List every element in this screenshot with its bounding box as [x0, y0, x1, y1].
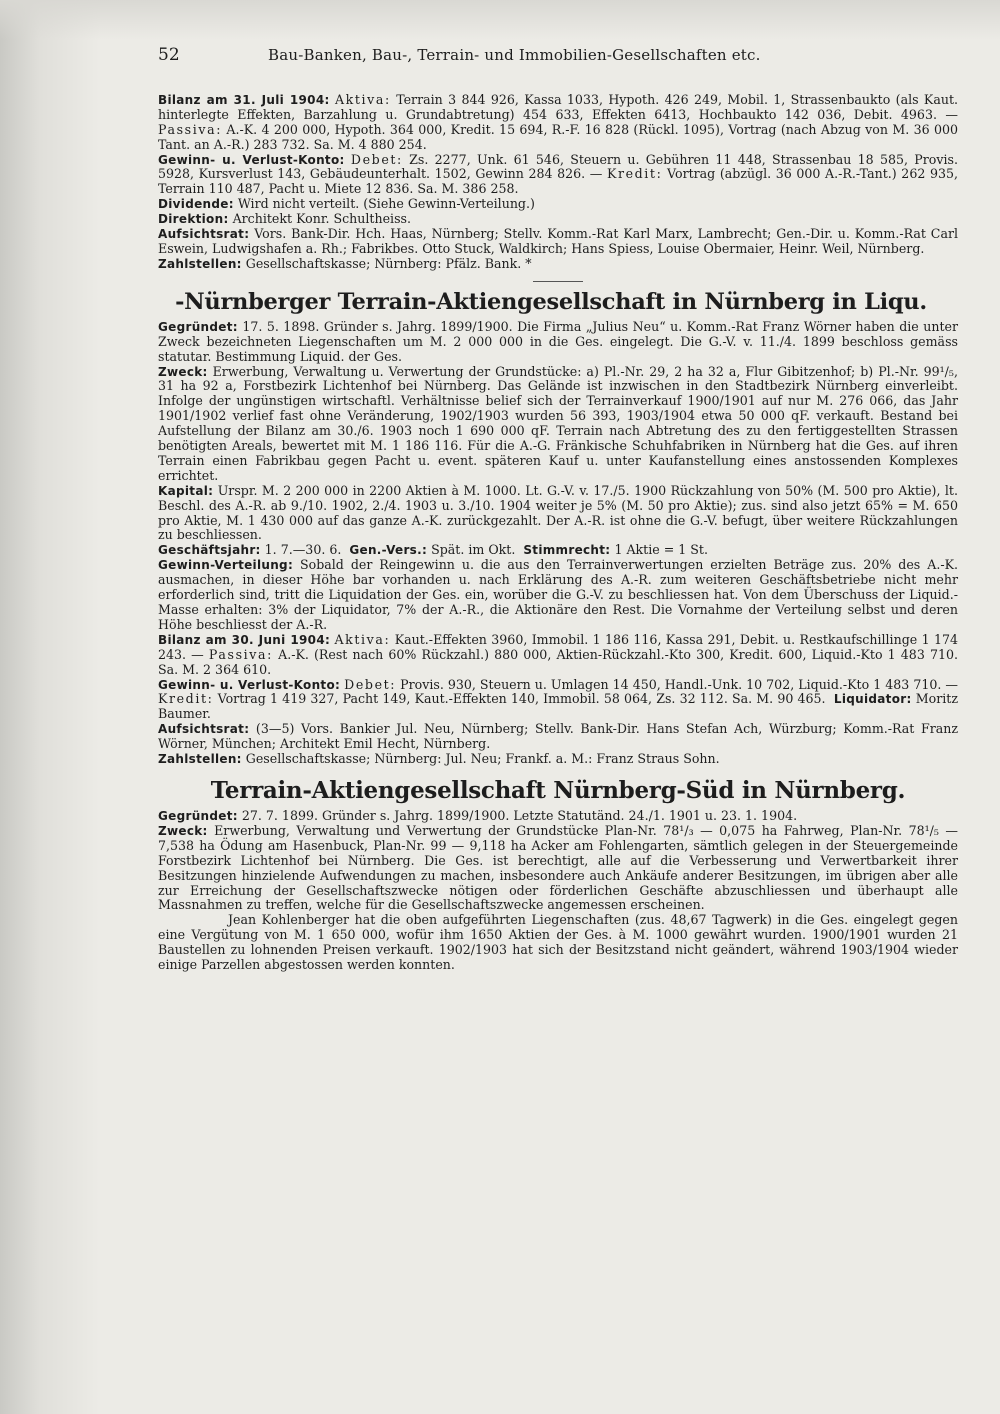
bilanz-paragraph — [158, 633, 958, 678]
previous-company-section — [158, 93, 958, 282]
genvers-text: Spät. im Okt. — [431, 542, 516, 558]
guv-label: Gewinn- u. Verlust-Konto: — [158, 152, 345, 167]
passiva-label: Passiva: — [158, 121, 223, 137]
running-title: Bau-Banken, Bau-, Terrain- und Immobilien-Gesellschaften etc. — [268, 46, 761, 64]
guv-paragraph — [158, 678, 958, 723]
zweck-text: Erwerbung, Verwaltung u. Verwertung der Grundstücke: a) Pl.-Nr. 29, 2 ha 32 a, Flur Gibitzenhof; b) Pl.-Nr. 99¹/₅, 31 ha 92 a, Forstbezirk Lichtenhof bei Nürnberg. Das Gelände ist inzwischen in den Stadtbezirk Nürnberg einverleibt. Infolge der ungünstigen wirtschaftl. Verhältnisse belief sich der Terrainverkauf 1900/1901 auf nur M. 276 066, das Jahr 1901/1902 verlief fast ohne Veränderung, 1902/1903 wurden 56 393, 1903/1904 etwa 50 000 qF. verkauft. Bestand bei Aufstellung der Bilanz am 30./6. 1903 noch 1 690 000 qF. Terrain nach Abtretung des zu den fertiggestellten Strassen benötigten Areals, bewertet mit M. 1 186 116. Für die A.-G. Fränkische Schuhfabriken in Nürnberg hat die Ges. auf ihren Terrain einen Fabrikbau gegen Pacht u. event. späteren Kauf u. unter Kaufanstellung eines anstossenden Komplexes errichtet. — [158, 363, 958, 483]
passiva-text: A.-K. (Rest nach 60% Rückzahl.) 880 000, Aktien-Rückzahl.-Kto 300, Kredit. 600, Liquid.-Kto 1 483 710. Sa. M. 2 364 610. — [158, 646, 959, 677]
gegruendet-label: Gegründet: — [158, 808, 238, 823]
bilanz-label: Bilanz am 31. Juli 1904: — [158, 92, 330, 107]
debet-label: Debet: — [350, 151, 403, 167]
gewinnverteilung-label: Gewinn-Verteilung: — [158, 558, 294, 573]
aktiva-text: Terrain 3 844 926, Kassa 1033, Hypoth. 426 249, Mobil. 1, Strassenbaukto (als Kaut. hinterlegte Effekten, Barzahlung u. Grundabtretung) 454 633, Effekten 6413, Hochbaukto 142 036, Debit. 4963. — — [158, 91, 959, 122]
direktion-paragraph — [158, 212, 958, 227]
company-section-nuernberger-terrain — [158, 288, 958, 767]
genvers-label: Gen.-Vers.: — [349, 543, 428, 558]
zahlstellen-text: Gesellschaftskasse; Nürnberg: Jul. Neu; Frankf. a. M.: Franz Straus Sohn. — [245, 751, 720, 767]
aufsichtsrat-text: (3—5) Vors. Bankier Jul. Neu, Nürnberg; Stellv. Bank-Dir. Hans Stefan Ach, Würzburg; Komm.-Rat Franz Wörner, München; Architekt Emil Hecht, Nürnberg. — [158, 721, 958, 752]
company-title: Terrain-Aktiengesellschaft Nürnberg-Süd in Nürnberg. — [210, 776, 906, 804]
page-header — [158, 45, 958, 65]
debet-text: Provis. 930, Steuern u. Umlagen 14 450, Handl.-Unk. 10 702, Liquid.-Kto 1 483 710. — — [400, 676, 958, 692]
company-title: -Nürnberger Terrain-Aktiengesellschaft in Nürnberg in Liqu. — [175, 288, 927, 315]
direktion-text: Architekt Konr. Schultheiss. — [232, 211, 411, 227]
zweck-paragraph — [158, 365, 958, 484]
zweck-continuation-paragraph: Jean Kohlenberger hat die oben aufgeführten Liegenschaften (zus. 48,67 Tagwerk) in die Ges. eingelegt gegen eine Vergütung von M. 1 650 000, wofür ihm 1650 Aktien der Ges. à M. 1000 gewährt wurden. 1900/1901 wurden 21 Baustellen zu lohnenden Preisen verkauft. 1902/1903 hat sich der Besitzstand nicht geändert, während 1903/1904 wieder einige Parzellen abgestossen werden konnten. — [158, 912, 958, 973]
scan-shadow-left — [0, 0, 100, 1414]
gegruendet-text: 27. 7. 1899. Gründer s. Jahrg. 1899/1900. Letzte Statutänd. 24./1. 1901 u. 23. 1. 1904. — [241, 807, 798, 823]
kapital-paragraph — [158, 484, 958, 544]
zweck-paragraph — [158, 824, 958, 913]
zweck-label: Zweck: — [158, 364, 208, 379]
bilanz-label: Bilanz am 30. Juni 1904: — [158, 632, 331, 647]
gegruendet-text: 17. 5. 1898. Gründer s. Jahrg. 1899/1900. Die Firma „Julius Neu“ u. Komm.-Rat Franz Wörner haben die unter Zweck bezeichneten Liegenschaften um M. 2 000 000 in die Ges. eingelegt. Die G.-V. v. 11./4. 1899 beschloss gemäss statutar. Bestimmung Liquid. der Ges. — [158, 318, 958, 364]
geschaeftsjahr-paragraph — [158, 543, 958, 558]
direktion-label: Direktion: — [158, 212, 229, 227]
zweck-text: Erwerbung, Verwaltung und Verwertung der Grundstücke Plan-Nr. 78¹/₃ — 0,075 ha Fahrweg, Plan-Nr. 78¹/₅ — 7,538 ha Ödung am Hasenbuck, Plan-Nr. 99 — 9,118 ha Acker am Fohlengarten, sämtlich gelegen in der Steuergemeinde Forstbezirk Lichtenhof bei Nürnberg. Die Ges. ist berechtigt, alle auf die Verbesserung und Verwertbarkeit ihrer Besitzungen hinzielende Aufwendungen zu machen, insbesondere auch Ankäufe anderer Besitzungen, im übrigen aber alle zur Erreichung der Gesellschaftszwecke nötigen oder förderlichen Geschäfte abzuschliessen und überhaupt alle Massnahmen zu treffen, welche für die Gesellschaftszwecke angemessen erscheinen. — [158, 822, 959, 913]
page-number: 52 — [158, 45, 180, 65]
passiva-label: Passiva: — [208, 646, 273, 662]
gewinnverteilung-paragraph — [158, 558, 958, 633]
passiva-text: A.-K. 4 200 000, Hypoth. 364 000, Kredit. 15 694, R.-F. 16 828 (Rückl. 1095), Vortrag (nach Abzug von M. 36 000 Tant. an A.-R.) 283 732. Sa. M. 4 880 254. — [158, 121, 958, 152]
aufsichtsrat-label: Aufsichtsrat: — [158, 227, 250, 242]
company-section-nuernberg-sued — [158, 777, 958, 973]
section-divider — [533, 281, 583, 282]
kredit-text: Vortrag (abzügl. 36 000 A.-R.-Tant.) 262 935, Terrain 110 487, Pacht u. Miete 12 836. Sa. M. 386 258. — [158, 166, 958, 197]
zweck-label: Zweck: — [158, 823, 208, 838]
stimmrecht-text: 1 Aktie = 1 St. — [614, 542, 708, 558]
zahlstellen-paragraph — [158, 752, 958, 767]
liquidator-label: Liquidator: — [833, 692, 912, 707]
dividende-text: Wird nicht verteilt. (Siehe Gewinn-Verteilung.) — [237, 196, 535, 212]
debet-text: Zs. 2277, Unk. 61 546, Steuern u. Gebühren 11 448, Strassenbau 18 585, Provis. 5928, Kursverlust 143, Gebäudeunterhalt. 1502, Gewinn 284 826. — — [158, 151, 958, 182]
gegruendet-label: Gegründet: — [158, 319, 238, 334]
kapital-label: Kapital: — [158, 483, 214, 498]
gegruendet-paragraph — [158, 320, 958, 365]
debet-label: Debet: — [344, 676, 397, 692]
kapital-text: Urspr. M. 2 200 000 in 2200 Aktien à M. 1000. Lt. G.-V. v. 17./5. 1900 Rückzahlung von 50% (M. 500 pro Aktie), lt. Beschl. des A.-R. ab 9./10. 1902, 2./4. 1903 u. 3./10. 1904 weiter je 5% (M. 50 pro Aktie); zus. sind also jetzt 65% = M. 650 pro Aktie, M. 1 430 000 auf das ganze A.-K. zurückgezahlt. Der A.-R. ist ohne die G.-V. befugt, über weitere Rückzahlungen zu beschliessen. — [158, 482, 958, 543]
aufsichtsrat-text: Vors. Bank-Dir. Hch. Haas, Nürnberg; Stellv. Komm.-Rat Karl Marx, Lambrecht; Gen.-Dir. u. Komm.-Rat Carl Eswein, Ludwigshafen a. Rh.; Fabrikbes. Otto Stuck, Waldkirch; Hans Spiess, Louise Obermaier, Heinr. Weil, Nürnberg. — [158, 226, 958, 256]
zahlstellen-text: Gesellschaftskasse; Nürnberg: Pfälz. Bank. * — [245, 255, 532, 271]
guv-label: Gewinn- u. Verlust-Konto: — [158, 677, 341, 692]
aktiva-text: Kaut.-Effekten 3960, Immobil. 1 186 116, Kassa 291, Debit. u. Restkaufschillinge 1 174 243. — — [158, 631, 958, 662]
kredit-label: Kredit: — [606, 166, 663, 182]
kredit-label: Kredit: — [158, 691, 214, 707]
stimmrecht-label: Stimmrecht: — [523, 543, 611, 558]
aktiva-label: Aktiva: — [334, 91, 391, 107]
zahlstellen-label: Zahlstellen: — [158, 752, 242, 767]
scan-shadow-top — [0, 0, 1000, 40]
dividende-paragraph — [158, 197, 958, 212]
zahlstellen-paragraph — [158, 257, 958, 272]
aufsichtsrat-paragraph — [158, 722, 958, 752]
zahlstellen-label: Zahlstellen: — [158, 256, 242, 271]
aufsichtsrat-label: Aufsichtsrat: — [158, 722, 250, 737]
gewinnverteilung-text: Sobald der Reingewinn u. die aus den Terrainverwertungen erzielten Beträge zus. 20% des A.-K. ausmachen, in dieser Höhe bar vorhanden u. nach Erklärung des A.-R. zum weiteren Geschäftsbetriebe nicht mehr erforderlich sind, tritt die Liquidation der Ges. ein, worüber die G.-V. zu beschliessen hat. Von dem Überschuss der Liquid.-Masse erhalten: 3% der Liquidator, 7% der A.-R., die Aktionäre den Rest. Die Vornahme der Verteilung selbst und deren Höhe beschliesst der A.-R. — [158, 557, 958, 632]
bilanz-paragraph — [158, 93, 958, 153]
liquidator-text: Moritz Baumer. — [158, 691, 958, 722]
document-page — [158, 45, 959, 973]
gegruendet-paragraph — [158, 809, 958, 824]
dividende-label: Dividende: — [158, 197, 234, 212]
kredit-text: Vortrag 1 419 327, Pacht 149, Kaut.-Effekten 140, Immobil. 58 064, Zs. 32 112. Sa. M. 90 465. — [217, 691, 826, 707]
geschaeftsjahr-label: Geschäftsjahr: — [158, 543, 261, 558]
aktiva-label: Aktiva: — [334, 631, 391, 647]
guv-paragraph — [158, 153, 958, 198]
aufsichtsrat-paragraph — [158, 227, 958, 257]
geschaeftsjahr-text: 1. 7.—30. 6. — [264, 542, 342, 558]
